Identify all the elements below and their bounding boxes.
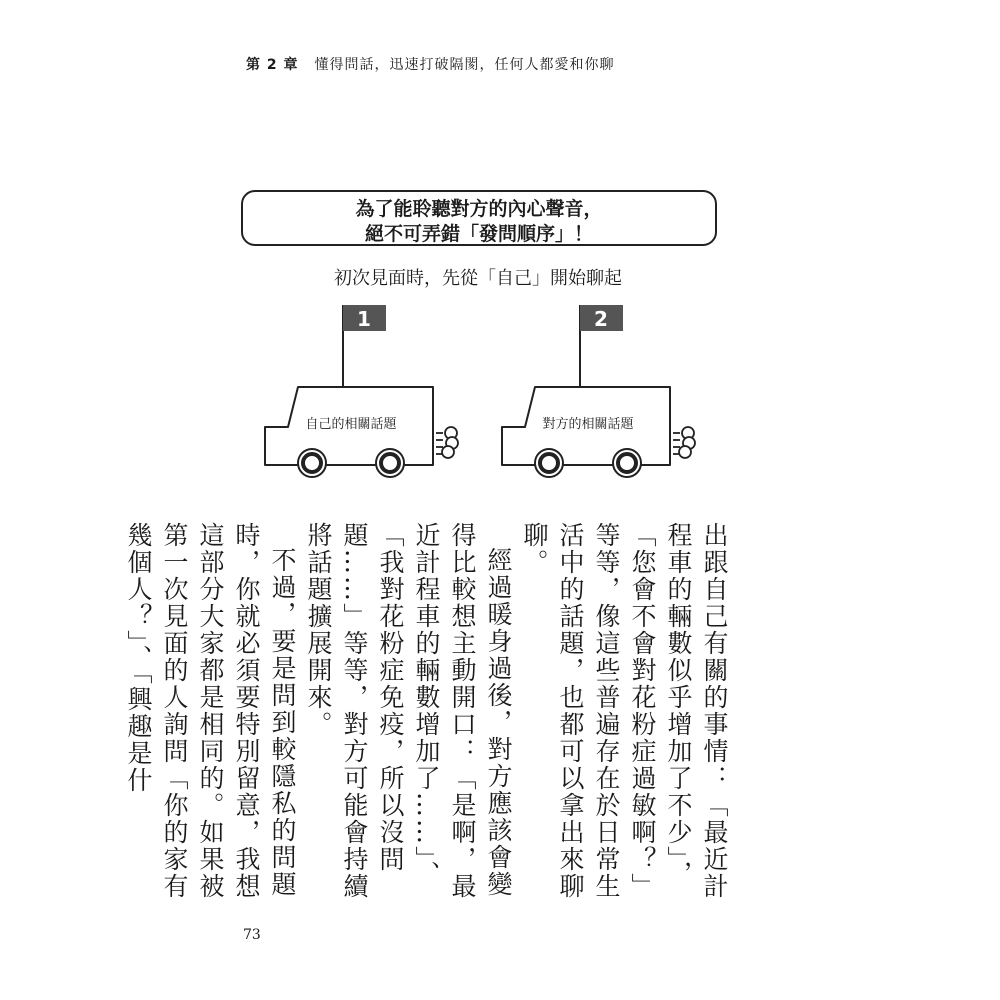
car-2 [502,305,695,477]
title-box [241,190,717,246]
page-number: 73 [243,927,261,943]
flag-1-number: 1 [357,307,371,331]
car-1 [265,305,458,477]
car-1-label: 自己的相關話題 [305,417,397,432]
paragraph-2: 經過暖身過後，對方應該會變得比較想主動開口：「是啊，最近計程車的輛數增加了……」、「我對花粉症免疫，所以沒問題……」等等，對方可能會持續將話題擴展開來。 [304,522,513,900]
car-illustration [255,300,725,485]
title-line-2: 絕不可弄錯「發問順序」！ [364,223,593,245]
exhaust-icon [436,427,458,458]
vertical-body-text [124,522,732,912]
paragraph-3: 不過，要是問到較隱私的問題時，你就必須要特別留意，我想這部分大家都是相同的。如果被第一次見面的人詢問「你的家有幾個人？」、「興趣是什 [124,522,297,900]
title-line-1: 為了能聆聽對方的內心聲音， [355,198,603,220]
exhaust-icon [673,427,695,458]
figure-subtitle: 初次見面時，先從「自己」開始聊起 [334,268,622,289]
car-2-label: 對方的相關話題 [542,417,634,432]
chapter-number: 第 2 章 [246,57,299,73]
paragraph-1: 出跟自己有關的事情：「最近計程車的輛數似乎增加了不少」，「您會不會對花粉症過敏啊？」等等，像這些普遍存在於日常生活中的話題，也都可以拿出來聊聊。 [520,522,729,900]
chapter-title: 懂得問話，迅速打破隔閡，任何人都愛和你聊 [314,57,615,73]
flag-2-number: 2 [594,307,608,331]
running-header [246,54,615,74]
